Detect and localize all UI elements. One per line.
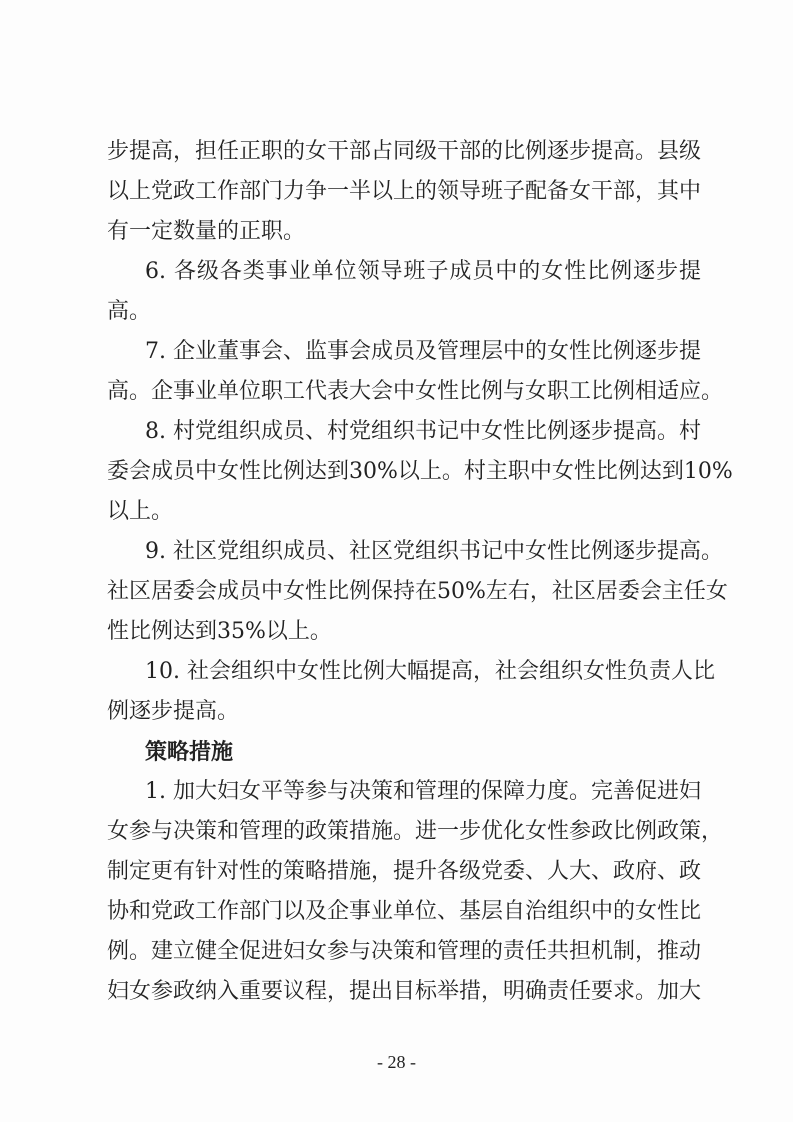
text-line: 10. 社会组织中女性比例大幅提高，社会组织女性负责人比 [145, 659, 715, 684]
body-text [107, 132, 733, 1012]
text-line: 社区居委会成员中女性比例保持在50%左右，社区居委会主任女 [107, 579, 728, 604]
text-line: 6. 各级各类事业单位领导班子成员中的女性比例逐步提 [145, 259, 701, 284]
text-line: 1. 加大妇女平等参与决策和管理的保障力度。完善促进妇 [145, 779, 701, 804]
text-line: 8. 村党组织成员、村党组织书记中女性比例逐步提高。村 [145, 419, 701, 444]
text-line: 妇女参政纳入重要议程，提出目标举措，明确责任要求。加大 [107, 979, 702, 1004]
text-line: 委会成员中女性比例达到30%以上。村主职中女性比例达到10% [107, 459, 733, 484]
text-line: 步提高，担任正职的女干部占同级干部的比例逐步提高。县级 [107, 139, 702, 164]
text-line: 高。 [107, 299, 152, 324]
text-line: 高。企事业单位职工代表大会中女性比例与女职工比例相适应。 [107, 379, 724, 404]
text-line: 9. 社区党组织成员、社区党组织书记中女性比例逐步提高。 [145, 539, 723, 564]
page-number: - 28 - [377, 1052, 416, 1072]
text-line: 例。建立健全促进妇女参与决策和管理的责任共担机制，推动 [107, 939, 702, 964]
section-heading: 策略措施 [145, 739, 234, 765]
text-line: 以上。 [107, 499, 174, 524]
text-line: 协和党政工作部门以及企事业单位、基层自治组织中的女性比 [107, 899, 702, 924]
text-line: 女参与决策和管理的政策措施。进一步优化女性参政比例政策， [107, 819, 724, 844]
text-line: 制定更有针对性的策略措施，提升各级党委、人大、政府、政 [107, 859, 702, 884]
text-line: 7. 企业董事会、监事会成员及管理层中的女性比例逐步提 [145, 339, 701, 364]
text-line: 性比例达到35%以上。 [107, 619, 332, 644]
text-line: 有一定数量的正职。 [107, 219, 306, 244]
text-line: 例逐步提高。 [107, 699, 240, 724]
text-line: 以上党政工作部门力争一半以上的领导班子配备女干部，其中 [107, 179, 702, 204]
